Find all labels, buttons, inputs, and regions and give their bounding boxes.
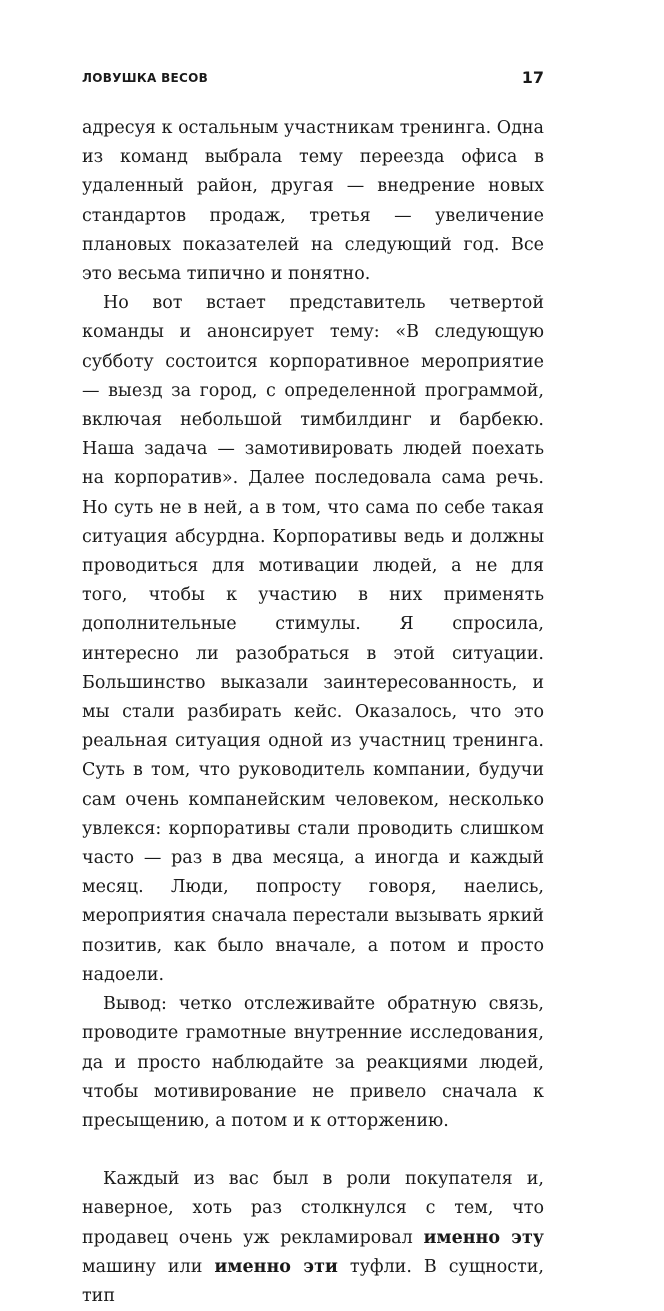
paragraph-buyer [82, 1165, 544, 1311]
paragraph-buyer-text-2: машину или [82, 1256, 215, 1277]
page-number: 17 [521, 68, 544, 87]
emphasis-these-shoes: именно эти [214, 1256, 338, 1277]
paragraph-buyer-text-3: туфли. В сущности, тип [82, 1256, 544, 1306]
body-text [82, 114, 544, 1311]
paragraph-continued: адресуя к остальным участникам тренинга. Одна из команд выбрала тему переезда офиса в удаленный район, другая — внедрение новых стандартов продаж, третья — увеличение плановых показателей на следующий год. Все это весьма типично и понятно. [82, 118, 544, 285]
emphasis-this-car: именно эту [423, 1227, 544, 1248]
running-title: ЛОВУШКА ВЕСОВ [82, 71, 209, 85]
paragraph-buyer-text-1: Каждый из вас был в роли покупателя и, наверное, хоть раз столкнулся с тем, что продавец очень уж рекламировал [82, 1169, 544, 1248]
paragraph-fourth-team: Но вот встает представитель четвертой команды и анонсирует тему: «В следующую субботу состоится корпоративное мероприятие — выезд за город, с определенной программой, включая небольшой тимбилдинг и барбекю. Наша задача — замотивировать людей поехать на корпоратив». Далее последовала сама речь. Но суть не в ней, а в том, что сама по себе такая ситуация абсурдна. Корпоративы ведь и должны проводиться для мотивации людей, а не для того, чтобы к участию в них применять дополнительные стимулы. Я спросила, интересно ли разобраться в этой ситуации. Большинство выказали заинтересованность, и мы стали разбирать кейс. Оказалось, что это реальная ситуация одной из участниц тренинга. Суть в том, что руководитель компании, будучи сам очень компанейским человеком, несколько увлекся: корпоративы стали проводить слишком часто — раз в два месяца, а иногда и каждый месяц. Люди, попросту говоря, наелись, мероприятия сначала перестали вызывать яркий позитив, как было вначале, а потом и просто надоели. [82, 293, 544, 985]
paragraph-conclusion: Вывод: четко отслеживайте обратную связь, проводите грамотные внутренние исследования, да и просто наблюдайте за реакциями людей, чтобы мотивирование не привело сначала к пресыщению, а потом и к отторжению. [82, 994, 544, 1131]
